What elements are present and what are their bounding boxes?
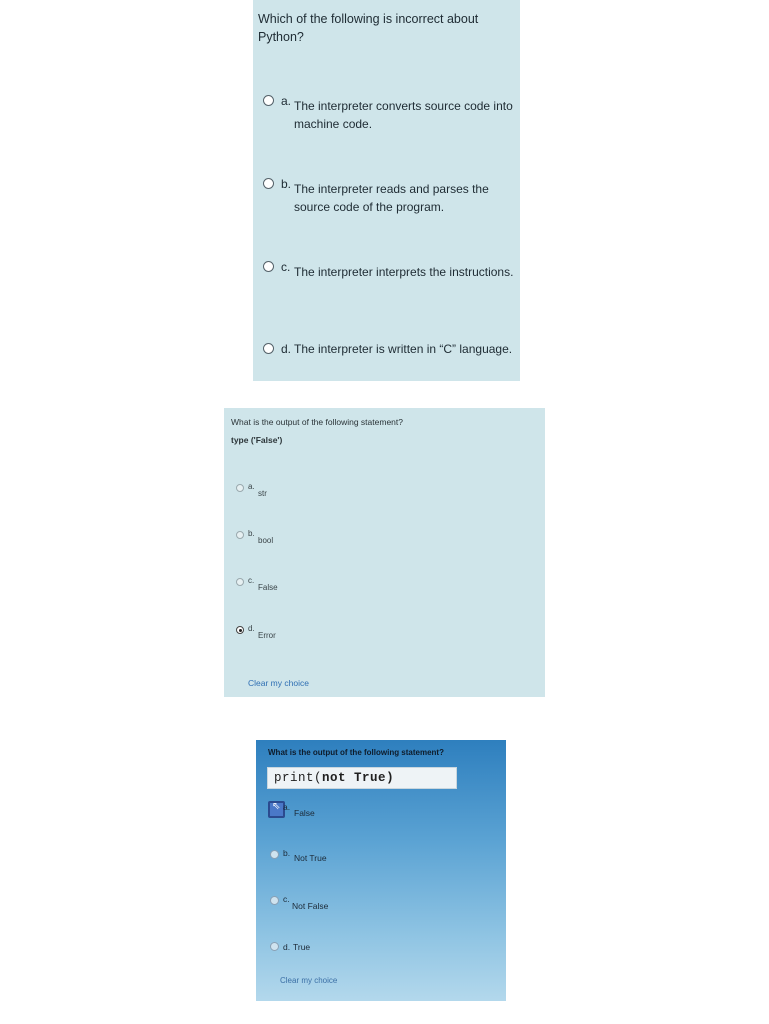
- radio-button[interactable]: [263, 261, 274, 272]
- question-code: type ('False'): [231, 435, 283, 445]
- code-text: [274, 771, 394, 785]
- question-text: What is the output of the following statement?: [231, 417, 403, 427]
- option-text: Error: [258, 631, 276, 640]
- clear-choice-link[interactable]: Clear my choice: [248, 678, 309, 688]
- option-text: The interpreter is written in “C” language.: [294, 342, 513, 356]
- option-letter: b.: [283, 848, 291, 858]
- question-text: Which of the following is incorrect about Python?: [258, 12, 479, 44]
- radio-button[interactable]: [270, 850, 279, 859]
- radio-button[interactable]: [236, 578, 244, 586]
- radio-button[interactable]: [263, 178, 274, 189]
- option-text: False: [258, 583, 278, 592]
- option-letter: a.: [283, 802, 291, 812]
- option-text: The interpreter interprets the instructions.: [294, 265, 514, 279]
- question-card-1: [253, 0, 520, 381]
- option-text: The interpreter converts source code into machine code.: [294, 99, 513, 131]
- option-text: False: [294, 808, 315, 818]
- option-letter: b.: [281, 177, 292, 191]
- radio-button-selected[interactable]: [236, 626, 244, 634]
- option-text: str: [258, 489, 267, 498]
- option-letter: c.: [281, 260, 291, 274]
- option-letter: d.: [283, 942, 291, 952]
- question-card-2: [224, 408, 545, 697]
- option-text: True: [293, 942, 311, 952]
- question-card-3: [256, 740, 506, 1001]
- option-letter: c.: [283, 894, 290, 904]
- option-text: Not False: [292, 901, 329, 911]
- option-letter: a.: [281, 94, 292, 108]
- code-close: ): [386, 771, 395, 785]
- clear-choice-link[interactable]: Clear my choice: [280, 976, 338, 985]
- radio-button[interactable]: [270, 942, 279, 951]
- question-text: What is the output of the following statement?: [268, 748, 444, 757]
- radio-button[interactable]: [236, 531, 244, 539]
- code-not: not: [322, 771, 347, 785]
- code-fn: print(: [274, 771, 323, 785]
- radio-button[interactable]: [263, 343, 274, 354]
- option-letter: c.: [248, 576, 255, 585]
- radio-button[interactable]: [263, 95, 274, 106]
- option-text: Not True: [294, 853, 327, 863]
- code-true: True: [354, 771, 387, 785]
- option-letter: b.: [248, 529, 255, 538]
- option-letter: d.: [281, 342, 292, 356]
- radio-button[interactable]: [270, 896, 279, 905]
- radio-button[interactable]: [236, 484, 244, 492]
- option-letter: d.: [248, 624, 255, 633]
- option-text: bool: [258, 536, 274, 545]
- option-letter: a.: [248, 482, 255, 491]
- option-text: The interpreter reads and parses the source code of the program.: [294, 182, 489, 214]
- code-box: [267, 767, 457, 789]
